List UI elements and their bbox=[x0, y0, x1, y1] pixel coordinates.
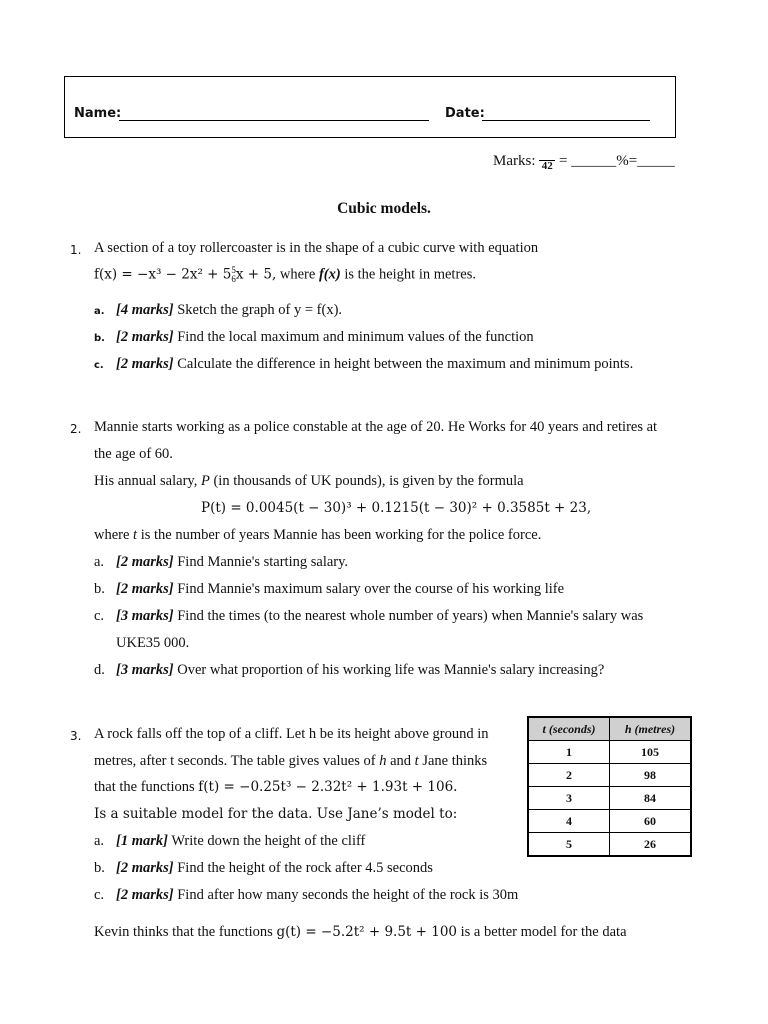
q3a-marks: [1 mark] bbox=[116, 833, 168, 849]
marks-equals: = bbox=[559, 152, 568, 169]
rock-height-table bbox=[527, 716, 692, 857]
q2-line2: the age of 60. bbox=[94, 446, 173, 462]
marks-blank-2: _____ bbox=[637, 152, 675, 169]
date-field-line[interactable] bbox=[482, 120, 650, 121]
q2-line3-p: P bbox=[200, 473, 210, 489]
table-cell: 60 bbox=[610, 810, 692, 833]
table-cell: 26 bbox=[610, 833, 692, 857]
date-label: Date: bbox=[445, 106, 485, 121]
q2d-letter: d. bbox=[94, 662, 105, 678]
q2c-body: Find the times (to the nearest whole number of years) when Mannie's salary was bbox=[173, 608, 644, 624]
q2-where bbox=[94, 527, 541, 544]
q3-kevin-a: Kevin thinks that the functions bbox=[94, 924, 277, 940]
table-cell: 1 bbox=[528, 741, 610, 764]
q3-line3-a: that the functions bbox=[94, 779, 199, 795]
q1b-letter: b. bbox=[94, 333, 105, 344]
q3-line2-b: and bbox=[386, 753, 415, 769]
q2c-continuation: UKE35 000. bbox=[116, 635, 190, 651]
q3b-marks: [2 marks] bbox=[116, 860, 174, 876]
q3c-letter: c. bbox=[94, 887, 105, 903]
q2-where-t: t bbox=[133, 527, 138, 543]
q3b-text bbox=[116, 860, 433, 877]
q1-line1: A section of a toy rollercoaster is in the shape of a cubic curve with equation bbox=[94, 240, 539, 256]
q2c-text bbox=[116, 608, 643, 625]
q2a-body: Find Mannie's starting salary. bbox=[173, 554, 349, 570]
table-header-h: h (metres) bbox=[610, 717, 692, 741]
marks-label: Marks: bbox=[493, 152, 536, 169]
q1-frac-num: 5 bbox=[231, 265, 236, 275]
table-header-t: t (seconds) bbox=[528, 717, 610, 741]
q1-equation-line bbox=[94, 266, 476, 284]
q3-line4: Is a suitable model for the data. Use Jane’s model to: bbox=[94, 806, 458, 822]
q1b-body: Find the local maximum and minimum values of the function bbox=[173, 329, 534, 345]
q2-line3-b: (in thousands of UK pounds), is given by the formula bbox=[209, 473, 524, 489]
table-cell: 84 bbox=[610, 787, 692, 810]
q1-eq-end: x + 5, bbox=[235, 266, 277, 283]
table-header-row bbox=[528, 717, 691, 741]
q2b-letter: b. bbox=[94, 581, 105, 597]
q1-where: where bbox=[276, 266, 319, 283]
q2a-marks: [2 marks] bbox=[116, 554, 174, 570]
q2b-text bbox=[116, 581, 564, 598]
q3-line2-h: h bbox=[379, 753, 387, 769]
q3-line2-t: t bbox=[414, 753, 419, 769]
q2d-body: Over what proportion of his working life was Mannie's salary increasing? bbox=[173, 662, 605, 678]
q3c-marks: [2 marks] bbox=[116, 887, 174, 903]
q3-kevin-line bbox=[94, 924, 627, 941]
q1c-text bbox=[116, 356, 633, 373]
q1-fx: f(x) bbox=[318, 266, 341, 283]
q2-formula: P(t) = 0.0045(t − 30)³ + 0.1215(t − 30)² + 0.3585t + 23, bbox=[201, 500, 592, 516]
q1b-marks: [2 marks] bbox=[116, 329, 174, 345]
table-cell: 105 bbox=[610, 741, 692, 764]
table-row bbox=[528, 764, 691, 787]
q3b-letter: b. bbox=[94, 860, 105, 876]
q3-number: 3. bbox=[70, 729, 82, 743]
q2-line1: Mannie starts working as a police constable at the age of 20. He Works for 40 years and retires at bbox=[94, 419, 658, 435]
q1-number: 1. bbox=[70, 243, 82, 257]
q1a-letter: a. bbox=[94, 306, 105, 317]
q2-line3 bbox=[94, 473, 524, 490]
q2c-marks: [3 marks] bbox=[116, 608, 174, 624]
q3c-text bbox=[116, 887, 518, 904]
table-cell: 98 bbox=[610, 764, 692, 787]
q2a-text bbox=[116, 554, 348, 571]
q3-kevin-eq: g(t) = −5.2t² + 9.5t + 100 bbox=[276, 924, 457, 940]
q3-line2-a: metres, after t seconds. The table gives values of bbox=[94, 753, 380, 769]
q1-eq-start: f(x) = −x³ − 2x² + 5 bbox=[94, 266, 232, 283]
q3-line3-eq: f(t) = −0.25t³ − 2.32t² + 1.93t + 106. bbox=[198, 779, 458, 795]
q3a-letter: a. bbox=[94, 833, 105, 849]
q3-line1: A rock falls off the top of a cliff. Let h be its height above ground in bbox=[94, 726, 489, 742]
marks-fraction bbox=[539, 152, 555, 171]
q2b-body: Find Mannie's maximum salary over the course of his working life bbox=[173, 581, 565, 597]
q1c-letter: c. bbox=[94, 360, 104, 371]
marks-percent: %= bbox=[616, 152, 638, 169]
q1c-marks: [2 marks] bbox=[116, 356, 174, 372]
q1a-body: Sketch the graph of y = f(x). bbox=[173, 302, 343, 318]
q3c-body: Find after how many seconds the height of the rock is 30m bbox=[173, 887, 519, 903]
q1-frac-den: 6 bbox=[231, 274, 236, 284]
table-cell: 4 bbox=[528, 810, 610, 833]
q3-line3 bbox=[94, 779, 457, 796]
page-title: Cubic models. bbox=[337, 200, 431, 217]
table-cell: 5 bbox=[528, 833, 610, 857]
q3-kevin-b: is a better model for the data bbox=[457, 924, 627, 940]
table-row bbox=[528, 833, 691, 857]
q2b-marks: [2 marks] bbox=[116, 581, 174, 597]
q3b-body: Find the height of the rock after 4.5 seconds bbox=[173, 860, 433, 876]
q2-where-b: is the number of years Mannie has been working for the police force. bbox=[137, 527, 542, 543]
q2d-marks: [3 marks] bbox=[116, 662, 174, 678]
q1b-text bbox=[116, 329, 534, 346]
q1-rest: is the height in metres. bbox=[340, 266, 476, 283]
table-row bbox=[528, 787, 691, 810]
q1c-body: Calculate the difference in height between the maximum and minimum points. bbox=[173, 356, 634, 372]
name-label: Name: bbox=[74, 106, 122, 121]
header-box bbox=[64, 76, 676, 138]
q3a-body: Write down the height of the cliff bbox=[167, 833, 366, 849]
q2-line3-a: His annual salary, bbox=[94, 473, 201, 489]
q2d-text bbox=[116, 662, 604, 679]
marks-denominator: 42 bbox=[541, 160, 553, 172]
q2-where-a: where bbox=[94, 527, 134, 543]
q3-line2 bbox=[94, 753, 487, 770]
q1a-text bbox=[116, 302, 342, 319]
marks-line bbox=[493, 152, 675, 171]
q3-line2-c: Jane thinks bbox=[418, 753, 488, 769]
marks-blank-1: ______ bbox=[571, 152, 617, 169]
q1a-marks: [4 marks] bbox=[116, 302, 174, 318]
table-cell: 2 bbox=[528, 764, 610, 787]
name-field-line[interactable] bbox=[119, 120, 429, 121]
q2-number: 2. bbox=[70, 422, 82, 436]
table-cell: 3 bbox=[528, 787, 610, 810]
q2c-letter: c. bbox=[94, 608, 105, 624]
table-row bbox=[528, 810, 691, 833]
q3a-text bbox=[116, 833, 365, 850]
table-row bbox=[528, 741, 691, 764]
q2a-letter: a. bbox=[94, 554, 105, 570]
